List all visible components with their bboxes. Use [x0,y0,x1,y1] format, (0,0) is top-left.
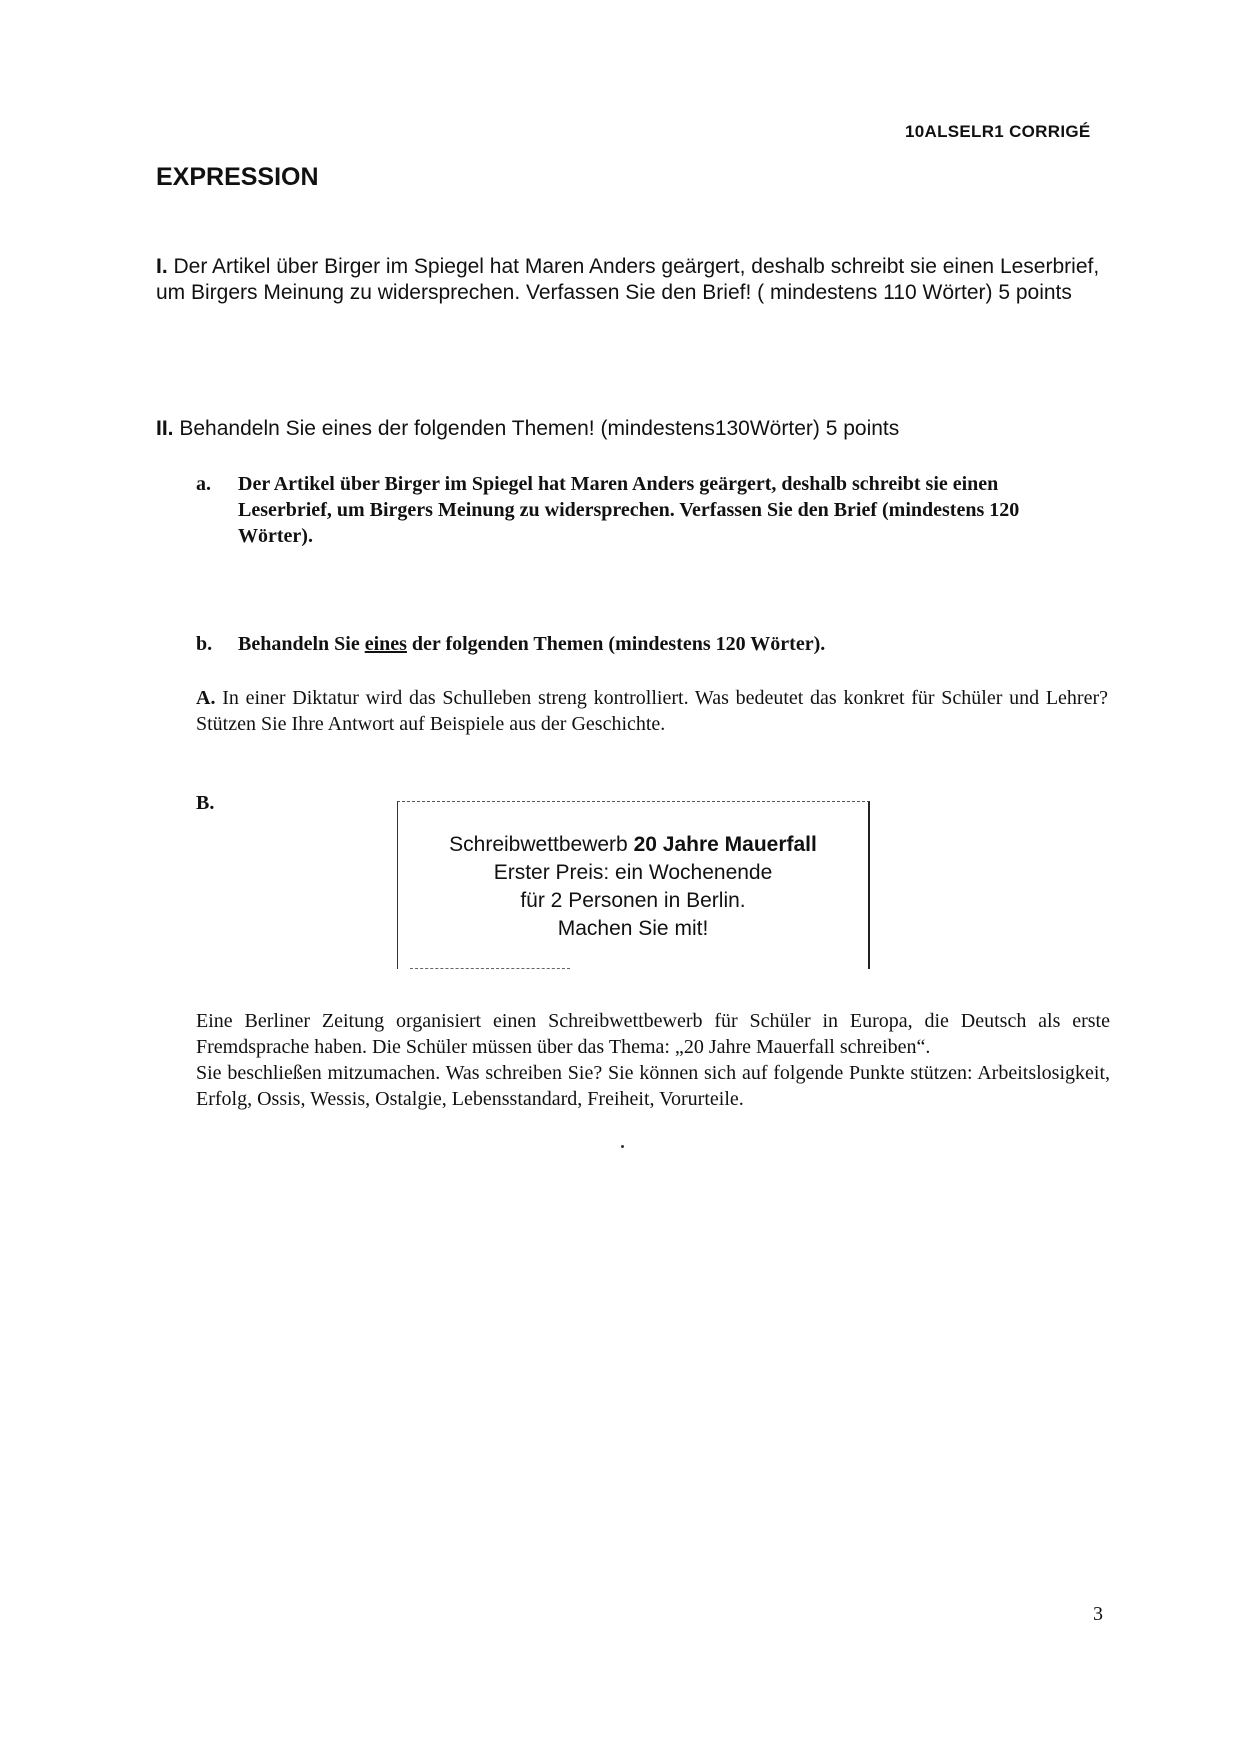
option-a-marker: a. [196,473,211,495]
topic-a-text: In einer Diktatur wird das Schulleben streng kontrolliert. Was bedeutet das konkret für Schüler und Lehrer? Stützen Sie Ihre Antwort auf Beispiele aus der Geschichte. [196,687,1109,735]
option-b-marker: b. [196,633,213,655]
option-a [196,471,1086,549]
box-line-2: Erster Preis: ein Wochenende [493,861,773,884]
topic-a [196,685,1108,737]
option-a-text: Der Artikel über Birger im Spiegel hat Maren Anders geärgert, deshalb schreibt sie einen Leserbrief, um Birgers Meinung zu widersprechen. Verfassen Sie den Brief (mindestens 120 Wörter). [238,473,1020,547]
topic-b-paragraph-1: Eine Berliner Zeitung organisiert einen Schreibwettbewerb für Schüler in Europa, die Deutsch als erste Fremdsprache haben. Die Schüler müssen über das Thema: „20 Jahre Mauerfall schreiben“. [196,1010,1110,1058]
section-title: EXPRESSION [156,163,319,191]
option-b-text-before: Behandeln Sie [238,633,360,655]
box-line-3: für 2 Personen in Berlin. [520,889,746,912]
topic-b-paragraph-2: Sie beschließen mitzumachen. Was schreiben Sie? Sie können sich auf folgende Punkte stützen: Arbeitslosigkeit, Erfolg, Ossis, Wessis, Ostalgie, Lebensstandard, Freiheit, Vorurteile. [196,1062,1110,1110]
task-1-text: Der Artikel über Birger im Spiegel hat Maren Anders geärgert, deshalb schreibt sie einen Leserbrief, um Birgers Meinung zu widersprechen. Verfassen Sie den Brief! ( mindestens 110 Wörter) 5 points [156,255,1100,304]
box-bottom-dash [410,968,570,969]
task-2-label: II. [156,417,174,440]
topic-a-label: A. [196,687,216,709]
contest-announcement-box [397,801,870,969]
option-b-underlined: eines [364,633,407,655]
box-line-1 [398,833,868,857]
document-code: 10ALSELR1 CORRIGÉ [905,122,1091,141]
box-line-4: Machen Sie mit! [557,917,709,940]
task-2 [156,416,1101,442]
stray-dot [621,1145,624,1148]
task-1-label: I. [156,255,168,278]
box-line-1-bold: 20 Jahre Mauerfall [633,833,817,856]
task-1 [156,254,1101,306]
topic-b-text [196,1008,1110,1112]
page-number: 3 [1093,1603,1103,1625]
box-line-1-prefix: Schreibwettbewerb [449,833,634,856]
option-b-text-after: der folgenden Themen (mindestens 120 Wörter). [411,633,826,655]
task-2-text: Behandeln Sie eines der folgenden Themen! (mindestens130Wörter) 5 points [179,417,900,440]
topic-b-label: B. [196,792,215,814]
option-b [196,633,825,656]
